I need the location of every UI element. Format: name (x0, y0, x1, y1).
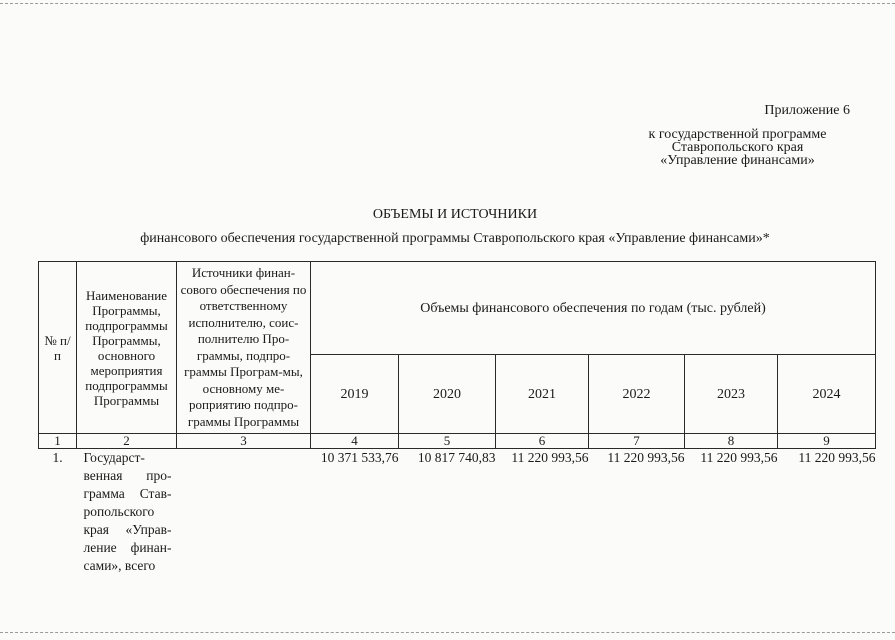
table-row (39, 449, 876, 576)
appendix-line: Ставропольского края (671, 140, 804, 155)
page-top-edge (0, 3, 895, 4)
financing-table (38, 261, 876, 575)
document-title: ОБЪЕМЫ И ИСТОЧНИКИ (372, 207, 538, 222)
header-year: 2019 (311, 355, 399, 434)
header-num: № п/п (39, 262, 77, 434)
appendix-line: к государственной программе (648, 127, 827, 142)
header-year: 2023 (685, 355, 778, 434)
page-bottom-edge (0, 632, 895, 633)
amount-2023: 11 220 993,56 (700, 450, 778, 465)
amount-2020: 10 817 740,83 (417, 450, 496, 465)
amount-2021: 11 220 993,56 (511, 450, 589, 465)
amount-2019: 10 371 533,76 (320, 450, 399, 465)
appendix-number: Приложение 6 (764, 103, 850, 118)
program-name: Государст-венная про-грамма Став-ропольского края «Управ-ление финан-сами», всего (83, 450, 172, 573)
column-number: 5 (399, 434, 496, 449)
header-year: 2020 (399, 355, 496, 434)
column-number: 6 (496, 434, 589, 449)
column-number: 1 (39, 434, 77, 449)
row-number: 1. (52, 450, 63, 465)
funding-source (177, 449, 311, 576)
column-number: 7 (589, 434, 685, 449)
amount-2024: 11 220 993,56 (798, 450, 876, 465)
header-year: 2021 (496, 355, 589, 434)
column-number: 2 (77, 434, 177, 449)
column-number: 4 (311, 434, 399, 449)
column-number: 8 (685, 434, 778, 449)
amount-2022: 11 220 993,56 (607, 450, 685, 465)
column-number: 9 (778, 434, 876, 449)
header-year: 2024 (778, 355, 876, 434)
appendix-line: «Управление финансами» (660, 153, 815, 168)
column-number: 3 (177, 434, 311, 449)
header-funding-source: Источники финан-сового обеспечения по ответственному исполнителю, соис-полнителю Про-граммы, подпро-граммы Програм-мы, основному ме-роприятию подпро-граммы Программы (177, 262, 311, 434)
header-year: 2022 (589, 355, 685, 434)
header-program-name: Наименование Программы, подпрограммы Программы, основного мероприятия подпрограммы Программы (77, 262, 177, 434)
header-volumes: Объемы финансового обеспечения по годам (тыс. рублей) (311, 262, 876, 355)
document-subtitle: финансового обеспечения государственной программы Ставропольского края «Управление финансами»* (140, 231, 770, 246)
